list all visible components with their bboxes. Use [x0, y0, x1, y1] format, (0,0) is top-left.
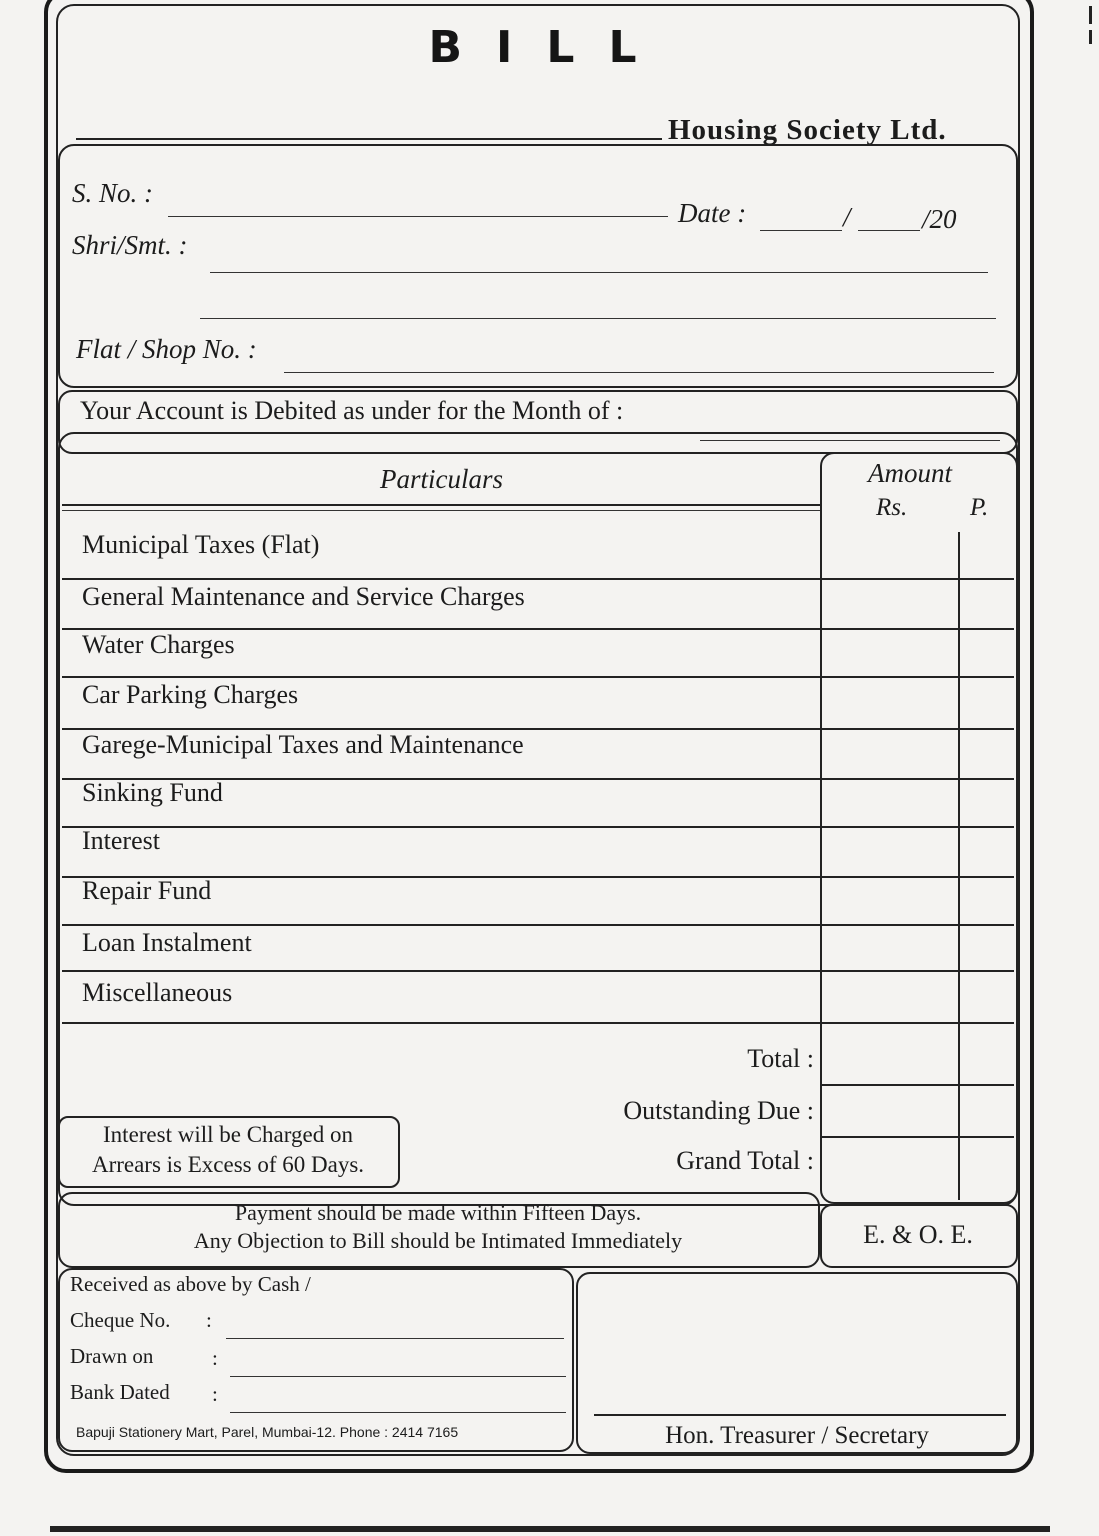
- row-divider: [62, 826, 1014, 828]
- society-name-line: [76, 138, 662, 140]
- payment-note-line1: Payment should be made within Fifteen Days.: [234, 1200, 642, 1225]
- row-divider: [62, 970, 1014, 972]
- society-name-label: Housing Society Ltd.: [668, 114, 947, 146]
- date-label: Date :: [678, 198, 747, 228]
- rupees-header: Rs.: [876, 494, 908, 521]
- interest-note-line1: Interest will be Charged on: [103, 1122, 353, 1147]
- bill-title: BILL: [428, 22, 671, 73]
- page-edge-mark-icon: [1088, 6, 1094, 46]
- date-month-field[interactable]: [858, 230, 920, 231]
- date-day-field[interactable]: [760, 230, 842, 231]
- amount-column: [820, 452, 1018, 1204]
- interest-note-line2: Arrears is Excess of 60 Days.: [91, 1152, 365, 1177]
- shri-smt-label: Shri/Smt. :: [72, 230, 188, 260]
- outstanding-due-label: Outstanding Due :: [623, 1096, 814, 1125]
- row-general-maintenance: General Maintenance and Service Charges: [82, 582, 525, 611]
- row-divider: [62, 924, 1014, 926]
- grand-total-label: Grand Total :: [676, 1146, 814, 1175]
- cheque-no-field[interactable]: [226, 1338, 564, 1339]
- row-water-charges: Water Charges: [82, 630, 235, 659]
- row-interest: Interest: [82, 826, 160, 855]
- signatory-label: Hon. Treasurer / Secretary: [665, 1422, 929, 1449]
- bank-dated-label: Bank Dated: [70, 1380, 170, 1404]
- drawn-on-field[interactable]: [230, 1376, 566, 1377]
- debited-month-label: Your Account is Debited as under for the Month of :: [80, 396, 624, 425]
- bank-dated-colon: :: [212, 1382, 218, 1406]
- total-divider: [820, 1084, 1014, 1086]
- flat-shop-label: Flat / Shop No. :: [76, 334, 257, 364]
- total-label: Total :: [747, 1044, 814, 1073]
- next-page-edge: [50, 1526, 1050, 1532]
- row-loan-instalment: Loan Instalment: [82, 928, 252, 957]
- s-no-label: S. No. :: [72, 178, 153, 208]
- outstanding-divider: [820, 1136, 1014, 1138]
- row-municipal-taxes: Municipal Taxes (Flat): [82, 530, 320, 559]
- table-header-divider: [62, 504, 820, 506]
- row-repair-fund: Repair Fund: [82, 876, 212, 905]
- cheque-no-label: Cheque No.: [70, 1308, 171, 1332]
- paise-header: P.: [970, 494, 989, 521]
- bank-dated-field[interactable]: [230, 1412, 566, 1413]
- row-divider: [62, 1022, 1014, 1024]
- row-divider: [62, 578, 1014, 580]
- table-header-divider-2: [62, 510, 820, 511]
- received-by-label: Received as above by Cash /: [70, 1272, 311, 1296]
- drawn-on-label: Drawn on: [70, 1344, 154, 1368]
- row-divider: [62, 676, 1014, 678]
- amount-header: Amount: [868, 458, 952, 488]
- paise-divider: [958, 532, 960, 1200]
- row-sinking-fund: Sinking Fund: [82, 778, 223, 807]
- row-miscellaneous: Miscellaneous: [82, 978, 233, 1007]
- signature-line[interactable]: [594, 1414, 1006, 1416]
- name-field-second-line[interactable]: [200, 318, 996, 319]
- row-garage-municipal: Garege-Municipal Taxes and Maintenance: [82, 730, 524, 759]
- date-separator: /: [843, 202, 851, 232]
- drawn-on-colon: :: [212, 1346, 218, 1370]
- name-field[interactable]: [210, 272, 988, 273]
- particulars-header: Particulars: [380, 464, 504, 494]
- printer-credit: Bapuji Stationery Mart, Parel, Mumbai-12. Phone : 2414 7165: [76, 1424, 459, 1440]
- flat-shop-field[interactable]: [284, 372, 994, 373]
- eoe-label: E. & O. E.: [863, 1220, 973, 1249]
- cheque-no-colon: :: [206, 1308, 212, 1332]
- date-year: /20: [922, 204, 957, 234]
- row-car-parking: Car Parking Charges: [82, 680, 299, 709]
- payment-note-line2: Any Objection to Bill should be Intimated Immediately: [193, 1228, 683, 1253]
- s-no-field[interactable]: [168, 216, 668, 217]
